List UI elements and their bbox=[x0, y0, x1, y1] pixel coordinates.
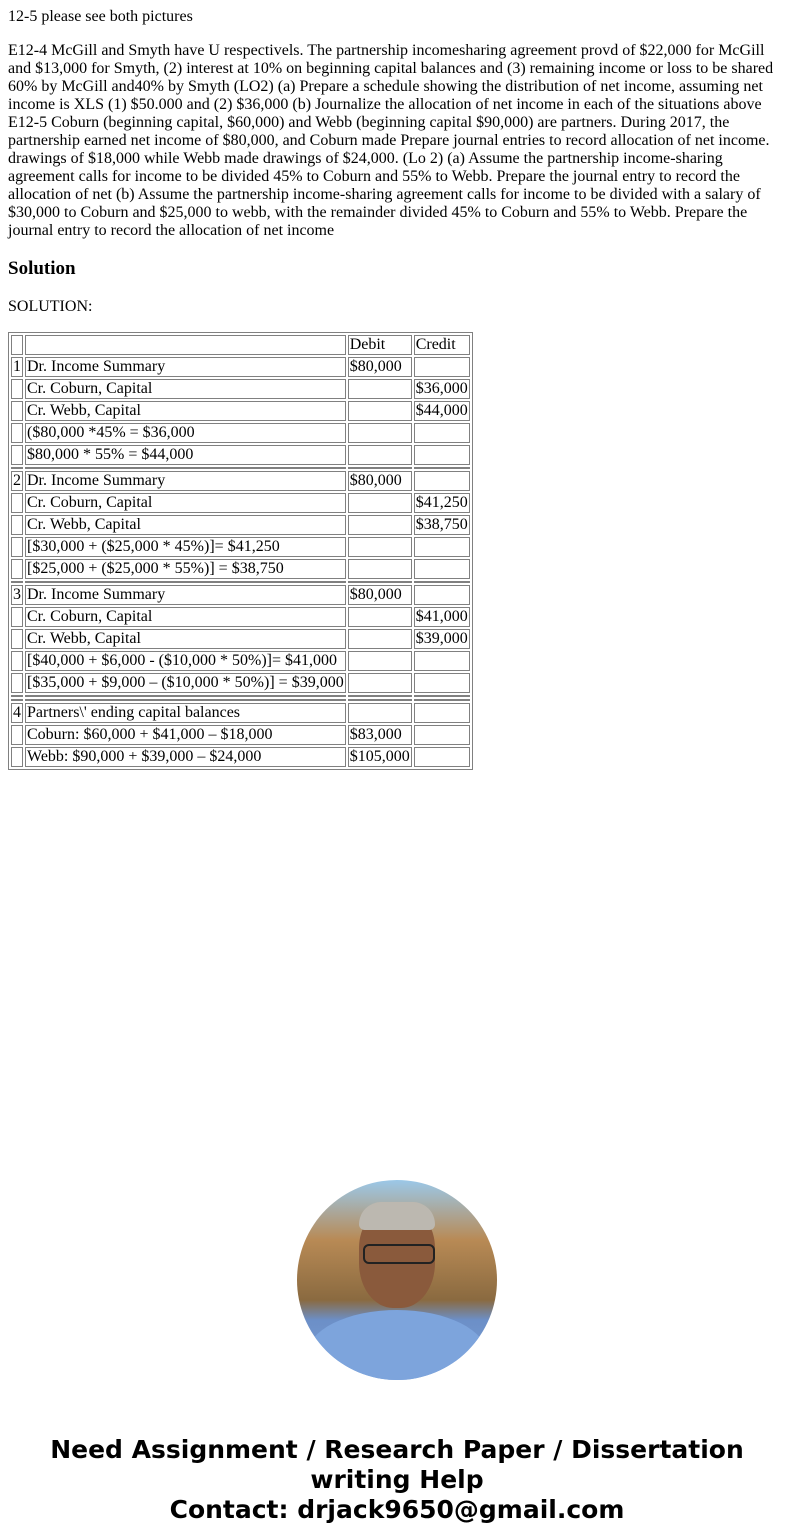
description-cell: Dr. Income Summary bbox=[25, 585, 346, 605]
debit-cell bbox=[348, 703, 412, 723]
credit-cell: $41,250 bbox=[415, 494, 468, 511]
debit-cell bbox=[348, 673, 412, 693]
description-cell: ($80,000 *45% = $36,000 bbox=[25, 423, 346, 443]
table-row bbox=[11, 471, 470, 491]
row-number bbox=[11, 629, 23, 649]
credit-cell bbox=[414, 559, 470, 579]
promo-line-2: writing Help bbox=[310, 1465, 484, 1494]
description-cell: Coburn: $60,000 + $41,000 – $18,000 bbox=[25, 725, 346, 745]
debit-cell bbox=[348, 423, 412, 443]
avatar-glasses-icon bbox=[363, 1244, 435, 1264]
description-cell: Webb: $90,000 + $39,000 – $24,000 bbox=[25, 747, 346, 767]
row-number: 1 bbox=[13, 358, 21, 375]
separator-cell bbox=[11, 695, 23, 697]
debit-cell bbox=[348, 379, 412, 399]
description-cell: Cr. Coburn, Capital bbox=[25, 379, 346, 399]
credit-cell: Credit bbox=[414, 335, 470, 355]
description-cell bbox=[25, 335, 346, 355]
credit-cell: $44,000 bbox=[415, 402, 468, 419]
description-cell: Cr. Coburn, Capital bbox=[25, 493, 346, 513]
credit-cell bbox=[414, 585, 470, 605]
credit-cell bbox=[414, 651, 470, 671]
description-cell: Cr. Webb, Capital bbox=[25, 401, 346, 421]
promo-contact: Contact: drjack9650@gmail.com bbox=[169, 1495, 625, 1524]
row-number bbox=[11, 335, 23, 355]
row-number bbox=[11, 747, 23, 767]
table-row bbox=[11, 703, 470, 723]
debit-cell: $105,000 bbox=[349, 748, 410, 765]
separator-cell bbox=[348, 467, 412, 469]
debit-cell: Debit bbox=[348, 335, 412, 355]
table-row bbox=[11, 607, 470, 627]
separator-cell bbox=[25, 581, 346, 583]
debit-cell bbox=[348, 537, 412, 557]
separator-cell bbox=[11, 467, 23, 469]
table-row bbox=[11, 673, 470, 693]
author-avatar bbox=[297, 1180, 497, 1380]
question-text: E12-4 McGill and Smyth have U respectivels. The partnership incomesharing agreement provd of $22,000 for McGill and $13,000 for Smyth, (2) interest at 10% on beginning capital balances and (3) remaining income or loss to be shared 60% by McGill and40% by Smyth (LO2) (a) Prepare a schedule showing the distribution of net income, assuming net income is XLS (1) $50.000 and (2) $36,000 (b) Journalize the allocation of net income in each of the situations above E12-5 Coburn (beginning capital, $60,000) and Webb (beginning capital $90,000) are partners. During 2017, the partnership earned net income of $80,000, and Coburn made Prepare journal entries to record allocation of net income. drawings of $18,000 while Webb made drawings of $24,000. (Lo 2) (a) Assume the partnership income-sharing agreement calls for income to be divided 45% to Coburn and 55% to Webb. Prepare the journal entry to record the allocation of net (b) Assume the partnership income-sharing agreement calls for income to be divided with a salary of $30,000 to Coburn and $25,000 to webb, with the remainder divided 45% to Coburn and 55% to Webb. Prepare the journal entry to record the allocation of net income bbox=[8, 42, 774, 239]
description-cell: $80,000 * 55% = $44,000 bbox=[25, 445, 346, 465]
description-cell: Dr. Income Summary bbox=[25, 471, 346, 491]
promo-footer bbox=[8, 1435, 786, 1525]
separator-cell bbox=[25, 695, 346, 697]
table-row bbox=[11, 401, 470, 421]
credit-cell: $36,000 bbox=[415, 380, 468, 397]
credit-cell bbox=[414, 423, 470, 443]
description-cell: Cr. Webb, Capital bbox=[25, 515, 346, 535]
table-row bbox=[11, 725, 470, 745]
credit-cell bbox=[414, 747, 470, 767]
row-number bbox=[11, 537, 23, 557]
separator-cell bbox=[414, 581, 470, 583]
table-row bbox=[11, 423, 470, 443]
author-photo-container bbox=[8, 1180, 786, 1385]
separator-cell bbox=[414, 695, 470, 697]
table-row bbox=[11, 537, 470, 557]
journal-table bbox=[8, 332, 473, 770]
separator-cell bbox=[414, 467, 470, 469]
row-number: 4 bbox=[13, 704, 21, 721]
question-title: 12-5 please see both pictures bbox=[8, 8, 193, 25]
separator-cell bbox=[25, 699, 346, 701]
debit-cell: $80,000 bbox=[348, 471, 412, 491]
description-cell: [$35,000 + $9,000 – ($10,000 * 50%)] = $39,000 bbox=[27, 674, 344, 691]
credit-cell bbox=[414, 537, 470, 557]
debit-cell bbox=[348, 629, 412, 649]
row-number bbox=[11, 445, 23, 465]
separator-row bbox=[11, 581, 470, 583]
separator-cell bbox=[348, 699, 412, 701]
separator-cell bbox=[25, 467, 346, 469]
table-row bbox=[11, 559, 470, 579]
table-row bbox=[11, 651, 470, 671]
description-cell: [$30,000 + ($25,000 * 45%)]= $41,250 bbox=[25, 537, 346, 557]
row-number bbox=[11, 401, 23, 421]
table-row bbox=[11, 747, 470, 767]
table-row bbox=[11, 493, 470, 513]
table-row bbox=[11, 629, 470, 649]
row-number bbox=[11, 607, 23, 627]
avatar-hair bbox=[359, 1202, 435, 1230]
credit-cell bbox=[414, 673, 470, 693]
separator-cell bbox=[11, 581, 23, 583]
debit-cell bbox=[348, 559, 412, 579]
table-header-row bbox=[11, 335, 470, 355]
debit-cell bbox=[348, 401, 412, 421]
row-number bbox=[11, 515, 23, 535]
row-number: 3 bbox=[13, 586, 21, 603]
solution-label: SOLUTION: bbox=[8, 298, 93, 315]
credit-cell bbox=[414, 725, 470, 745]
debit-cell bbox=[348, 515, 412, 535]
row-number bbox=[11, 559, 23, 579]
credit-cell bbox=[414, 445, 470, 465]
solution-heading: Solution bbox=[8, 258, 76, 279]
table-row bbox=[11, 515, 470, 535]
description-cell: [$25,000 + ($25,000 * 55%)] = $38,750 bbox=[25, 559, 346, 579]
description-cell: Dr. Income Summary bbox=[25, 357, 346, 377]
separator-cell bbox=[414, 699, 470, 701]
debit-cell bbox=[348, 651, 412, 671]
row-number bbox=[11, 423, 23, 443]
credit-cell: $38,750 bbox=[415, 516, 468, 533]
credit-cell: $41,000 bbox=[415, 608, 468, 625]
description-cell: Partners\' ending capital balances bbox=[25, 703, 346, 723]
separator-row bbox=[11, 467, 470, 469]
separator-cell bbox=[348, 695, 412, 697]
credit-cell bbox=[414, 357, 470, 377]
debit-cell bbox=[348, 445, 412, 465]
credit-cell: $39,000 bbox=[415, 630, 468, 647]
debit-cell bbox=[348, 493, 412, 513]
description-cell: [$40,000 + $6,000 - ($10,000 * 50%)]= $41,000 bbox=[25, 651, 346, 671]
row-number: 2 bbox=[13, 472, 21, 489]
table-row bbox=[11, 357, 470, 377]
row-number bbox=[11, 651, 23, 671]
table-row bbox=[11, 585, 470, 605]
description-cell: Cr. Coburn, Capital bbox=[25, 607, 346, 627]
row-number bbox=[11, 493, 23, 513]
debit-cell bbox=[348, 607, 412, 627]
debit-cell: $80,000 bbox=[348, 357, 412, 377]
debit-cell: $83,000 bbox=[348, 725, 412, 745]
debit-cell: $80,000 bbox=[348, 585, 412, 605]
description-cell: Cr. Webb, Capital bbox=[25, 629, 346, 649]
credit-cell bbox=[414, 471, 470, 491]
promo-line-1: Need Assignment / Research Paper / Dissertation bbox=[50, 1435, 744, 1464]
separator-row bbox=[11, 699, 470, 701]
avatar-shirt bbox=[307, 1310, 487, 1380]
credit-cell bbox=[414, 703, 470, 723]
separator-cell bbox=[348, 581, 412, 583]
row-number bbox=[11, 673, 23, 693]
separator-row bbox=[11, 695, 470, 697]
row-number bbox=[11, 379, 23, 399]
table-row bbox=[11, 445, 470, 465]
row-number bbox=[11, 725, 23, 745]
table-row bbox=[11, 379, 470, 399]
separator-cell bbox=[11, 699, 23, 701]
